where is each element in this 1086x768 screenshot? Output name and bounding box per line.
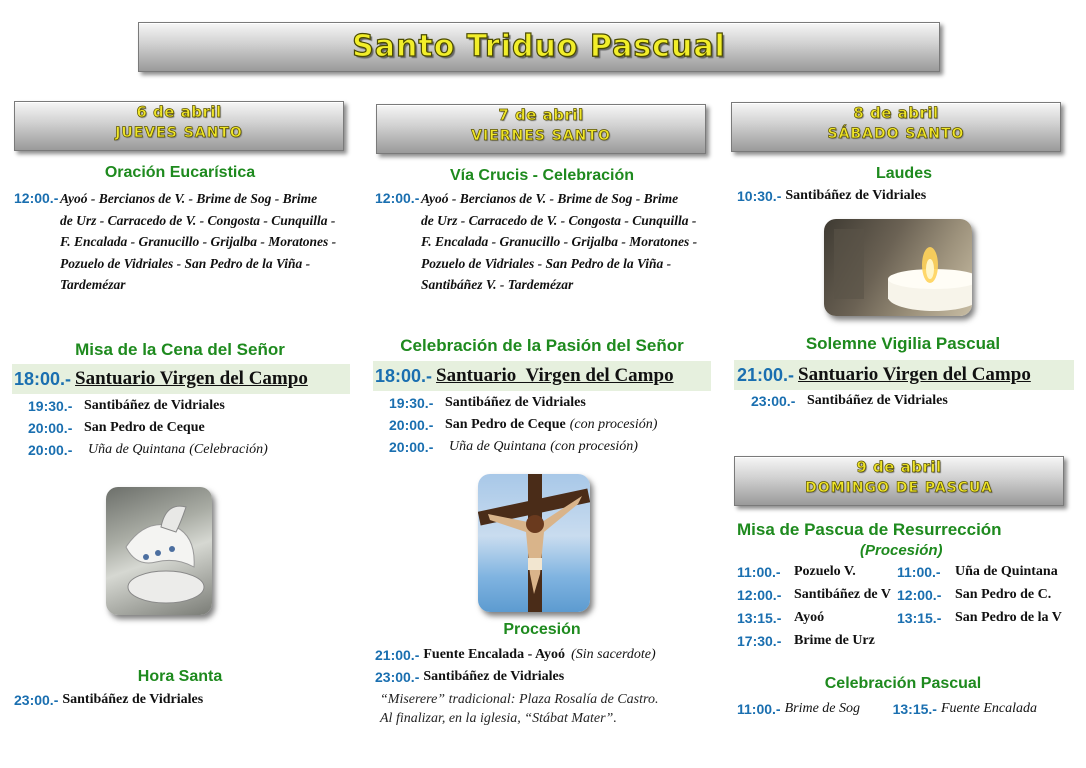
- item-place: Ayoó: [794, 610, 825, 625]
- item-time: 20:00.-: [389, 417, 434, 433]
- saturday-vigil-title: Solemne Vigilia Pascual: [805, 334, 1001, 353]
- list-line: Ayoó - Bercianos de V. - Brime de Sog - Brime: [60, 191, 318, 206]
- friday-date: 7 de abril: [498, 106, 584, 124]
- saturday-vigil-item: [751, 393, 948, 409]
- item-time: 20:00.-: [28, 420, 73, 436]
- grid-row: [737, 610, 1077, 633]
- item-time: 11:00.-: [897, 564, 941, 580]
- item-time: 13:15.-: [892, 701, 937, 717]
- item-note: (Sin sacerdote): [571, 647, 656, 662]
- item-place: Santibáñez de Vidriales: [785, 188, 927, 203]
- item-place: Fuente Encalada: [940, 701, 1037, 716]
- thursday-main-time: 18:00.-: [14, 368, 72, 389]
- item-place: Brime de Urz: [794, 633, 875, 648]
- crucifix-photo: [478, 474, 590, 612]
- list-item: [28, 442, 268, 464]
- list-item: [28, 420, 268, 442]
- list-line: Santibáñez V. - Tardemézar: [421, 277, 574, 292]
- thursday-holy-hour-title: Hora Santa: [137, 668, 223, 685]
- thursday-section-title: Oración Eucarística: [104, 164, 256, 181]
- list-item: [389, 439, 657, 461]
- item-time: 17:30.-: [737, 633, 782, 649]
- item-time: 23:00.-: [375, 669, 420, 685]
- item-place: Santibáñez de Vidriales: [84, 398, 225, 413]
- friday-main-time: 18:00.-: [375, 365, 433, 386]
- thursday-parish-list: [60, 188, 360, 296]
- saturday-lauds-title: Laudes: [875, 165, 932, 182]
- item-time: 19:30.-: [389, 395, 434, 411]
- sunday-header: [734, 456, 1064, 506]
- basin-illustration: [106, 487, 212, 615]
- item-place: Santibáñez de V: [794, 587, 891, 602]
- item-time: 20:00.-: [389, 439, 434, 455]
- item-place: Uña de Quintana: [955, 564, 1058, 579]
- note-line: “Miserere” tradicional: Plaza Rosalía de Castro.: [380, 692, 659, 707]
- item-time: 23:00.-: [751, 393, 796, 409]
- item-place: Uña de Quintana: [449, 439, 547, 454]
- list-item: [375, 669, 656, 691]
- friday-procession-list: [375, 647, 656, 691]
- item-time: 19:30.-: [28, 398, 73, 414]
- list-line: Ayoó - Bercianos de V. - Brime de Sog - Brime: [421, 191, 679, 206]
- list-line: F. Encalada - Granucillo - Grijalba - Moratones -: [421, 234, 698, 249]
- item-place: San Pedro de Ceque: [445, 417, 566, 432]
- saturday-lauds: [737, 188, 926, 204]
- grid-row: [737, 564, 1077, 587]
- item-time: 20:00.-: [28, 442, 73, 458]
- friday-name: VIERNES SANTO: [471, 128, 611, 144]
- item-place: Fuente Encalada - Ayoó: [423, 647, 566, 662]
- list-item: [28, 398, 268, 420]
- saturday-main-time: 21:00.-: [737, 364, 795, 385]
- sunday-name: DOMINGO DE PASCUA: [805, 480, 993, 496]
- friday-main-place: Santuario Virgen del Campo: [436, 365, 674, 386]
- list-line: Pozuelo de Vidriales - San Pedro de la Viña -: [60, 255, 311, 271]
- friday-s1-time: 12:00.-: [375, 190, 420, 206]
- list-line: F. Encalada - Granucillo - Grijalba - Moratones -: [60, 234, 337, 249]
- item-note: (con procesión): [569, 417, 658, 432]
- list-line: de Urz - Carracedo de V. - Congosta - Cunquilla -: [421, 212, 697, 228]
- list-item: [389, 395, 657, 417]
- item-time: 13:15.-: [897, 610, 942, 626]
- title-banner: [138, 22, 940, 72]
- friday-main-celebration: [373, 361, 711, 391]
- list-line: de Urz - Carracedo de V. - Congosta - Cunquilla -: [60, 212, 336, 228]
- saturday-name: SÁBADO SANTO: [827, 126, 965, 142]
- grid-row: [737, 633, 1077, 656]
- item-time: 12:00.-: [897, 587, 942, 603]
- item-place: Brime de Sog: [784, 701, 861, 716]
- saturday-date: 8 de abril: [853, 104, 939, 122]
- sunday-celebration-items: [737, 701, 1037, 717]
- sunday-date: 9 de abril: [856, 458, 942, 476]
- friday-passion-list: [389, 395, 657, 461]
- thursday-mass-list: [28, 398, 268, 464]
- item-time: 11:00.-: [737, 701, 781, 717]
- item-place: San Pedro de la V: [955, 610, 1062, 625]
- item-place: San Pedro de Ceque: [84, 420, 205, 435]
- item-time: 21:00.-: [375, 647, 420, 663]
- sunday-mass-grid: [737, 564, 1077, 656]
- item-place: Santibáñez de Vidriales: [423, 669, 565, 684]
- list-item: [375, 647, 656, 669]
- item-time: 12:00.-: [737, 587, 782, 603]
- sunday-mass-title: Misa de Pascua de Resurrección: [737, 520, 1002, 539]
- grid-row: [737, 587, 1077, 610]
- list-line: Pozuelo de Vidriales - San Pedro de la Viña -: [421, 255, 672, 271]
- friday-passion-title: Celebración de la Pasión del Señor: [400, 336, 684, 355]
- saturday-main-place: Santuario Virgen del Campo: [798, 364, 1031, 385]
- sunday-celebration-title: Celebración Pascual: [824, 675, 982, 692]
- item-place: Pozuelo V.: [794, 564, 856, 579]
- item-place: Santibáñez de Vidriales: [445, 395, 586, 410]
- washing-basin-photo: [106, 487, 212, 615]
- friday-note: [380, 690, 720, 728]
- sunday-mass-subtitle: (Procesión): [860, 542, 943, 559]
- candle-illustration: [824, 219, 972, 316]
- candle-photo: [824, 219, 972, 316]
- note-line: Al finalizar, en la iglesia, “Stábat Mater”.: [380, 711, 617, 726]
- thursday-holy-hour: [14, 692, 203, 708]
- item-note: (con procesión): [550, 439, 638, 454]
- item-time: 11:00.-: [737, 564, 781, 580]
- list-item: [389, 417, 657, 439]
- item-place: San Pedro de C.: [955, 587, 1052, 602]
- friday-section-title: Vía Crucis - Celebración: [449, 167, 635, 184]
- thursday-date: 6 de abril: [136, 103, 222, 121]
- crucifix-illustration: [478, 474, 590, 612]
- friday-procession-title: Procesión: [503, 621, 581, 638]
- thursday-s1-time: 12:00.-: [14, 190, 59, 206]
- item-time: 23:00.-: [14, 692, 59, 708]
- list-line: Tardemézar: [60, 277, 126, 292]
- friday-parish-list: [421, 188, 721, 296]
- thursday-main-place: Santuario Virgen del Campo: [75, 368, 308, 389]
- item-place: Santibáñez de Vidriales: [807, 393, 948, 408]
- saturday-main-vigil: [734, 360, 1074, 390]
- item-note: (Celebración): [189, 442, 268, 457]
- thursday-name: JUEVES SANTO: [115, 125, 243, 141]
- page-title: Santo Triduo Pascual: [352, 29, 726, 64]
- thursday-mass-title: Misa de la Cena del Señor: [75, 340, 285, 359]
- item-time: 10:30.-: [737, 188, 782, 204]
- item-place: Santibáñez de Vidriales: [62, 692, 204, 707]
- item-time: 13:15.-: [737, 610, 782, 626]
- saturday-header: [731, 102, 1061, 152]
- item-place: Uña de Quintana: [88, 442, 186, 457]
- thursday-header: [14, 101, 344, 151]
- friday-header: [376, 104, 706, 154]
- thursday-main-mass: [12, 364, 350, 394]
